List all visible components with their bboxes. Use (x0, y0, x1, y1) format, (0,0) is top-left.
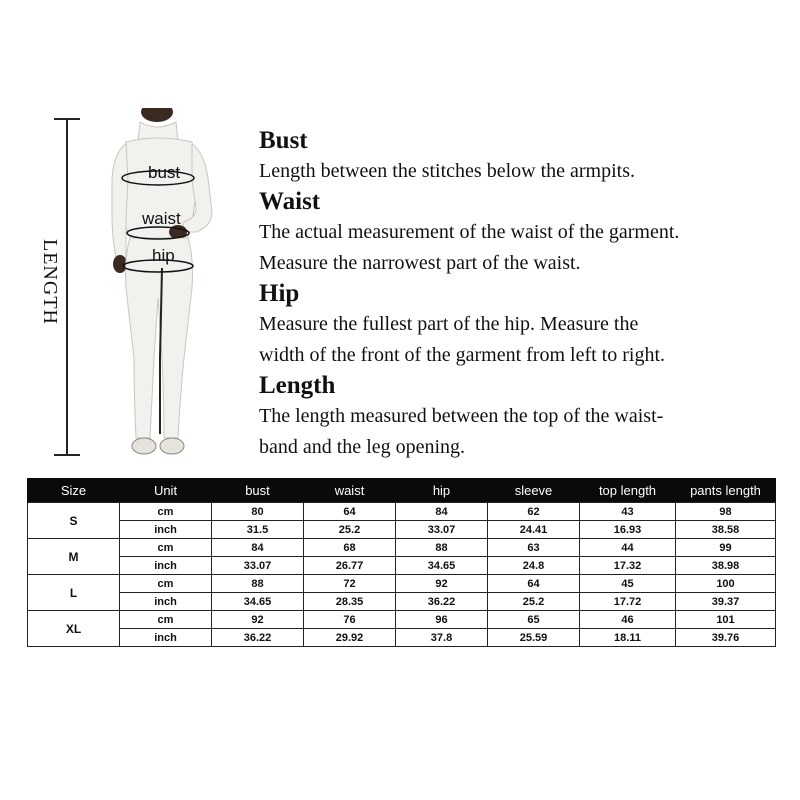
value-cell: 72 (304, 575, 396, 593)
desc-line: width of the front of the garment from left to right. (259, 344, 666, 366)
length-ruler (40, 118, 90, 456)
value-cell: 28.35 (304, 593, 396, 611)
value-cell: 25.59 (488, 629, 580, 647)
value-cell: 88 (212, 575, 304, 593)
value-cell: 62 (488, 503, 580, 521)
table-row (28, 629, 776, 647)
unit-cell: cm (120, 539, 212, 557)
value-cell: 25.2 (304, 521, 396, 539)
desc-line: Measure the narrowest part of the waist. (259, 252, 581, 274)
desc-line: The length measured between the top of the waist- (259, 405, 664, 427)
table-row (28, 611, 776, 629)
value-cell: 33.07 (212, 557, 304, 575)
ruler-bottom-cap (54, 454, 80, 456)
model-head (141, 108, 173, 122)
value-cell: 36.22 (212, 629, 304, 647)
value-cell: 18.11 (580, 629, 676, 647)
model-right-shoe (160, 438, 184, 454)
model-left-shoe (132, 438, 156, 454)
value-cell: 17.72 (580, 593, 676, 611)
model-figure (100, 108, 240, 468)
size-cell: L (28, 575, 120, 611)
size-cell: M (28, 539, 120, 575)
header-cell: waist (304, 478, 396, 503)
unit-cell: cm (120, 503, 212, 521)
table-row (28, 503, 776, 521)
value-cell: 33.07 (396, 521, 488, 539)
value-cell: 98 (676, 503, 776, 521)
measurement-descriptions (259, 126, 789, 463)
value-cell: 38.58 (676, 521, 776, 539)
value-cell: 38.98 (676, 557, 776, 575)
value-cell: 100 (676, 575, 776, 593)
value-cell: 39.76 (676, 629, 776, 647)
value-cell: 45 (580, 575, 676, 593)
value-cell: 24.8 (488, 557, 580, 575)
value-cell: 101 (676, 611, 776, 629)
value-cell: 36.22 (396, 593, 488, 611)
value-cell: 76 (304, 611, 396, 629)
table-row (28, 539, 776, 557)
header-cell: hip (396, 478, 488, 503)
value-cell: 44 (580, 539, 676, 557)
value-cell: 17.32 (580, 557, 676, 575)
desc-line: Measure the fullest part of the hip. Measure the (259, 313, 639, 335)
value-cell: 34.65 (212, 593, 304, 611)
value-cell: 80 (212, 503, 304, 521)
unit-cell: cm (120, 611, 212, 629)
size-cell: S (28, 503, 120, 539)
hip-description (259, 279, 789, 371)
value-cell: 63 (488, 539, 580, 557)
table-row (28, 557, 776, 575)
value-cell: 68 (304, 539, 396, 557)
value-cell: 39.37 (676, 593, 776, 611)
value-cell: 84 (396, 503, 488, 521)
unit-cell: cm (120, 575, 212, 593)
unit-cell: inch (120, 593, 212, 611)
unit-cell: inch (120, 557, 212, 575)
value-cell: 16.93 (580, 521, 676, 539)
header-cell: pants length (676, 478, 776, 503)
desc-heading: Length (259, 372, 336, 399)
value-cell: 29.92 (304, 629, 396, 647)
value-cell: 92 (212, 611, 304, 629)
ruler-label: LENGTH (37, 207, 61, 357)
desc-line: Length between the stitches below the armpits. (259, 160, 636, 182)
desc-heading: Hip (259, 280, 300, 307)
value-cell: 92 (396, 575, 488, 593)
value-cell: 37.8 (396, 629, 488, 647)
value-cell: 25.2 (488, 593, 580, 611)
length-description (259, 371, 789, 463)
model-left-arm (112, 144, 128, 258)
hip-label: hip (152, 246, 175, 265)
value-cell: 84 (212, 539, 304, 557)
table-row (28, 521, 776, 539)
value-cell: 46 (580, 611, 676, 629)
waist-description (259, 187, 789, 279)
waist-label: waist (142, 209, 181, 228)
ruler-line (66, 118, 68, 456)
header-cell: bust (212, 478, 304, 503)
desc-line: band and the leg opening. (259, 436, 466, 458)
desc-heading: Waist (259, 188, 321, 215)
value-cell: 34.65 (396, 557, 488, 575)
header-cell: sleeve (488, 478, 580, 503)
bust-label: bust (148, 163, 181, 182)
value-cell: 64 (488, 575, 580, 593)
value-cell: 96 (396, 611, 488, 629)
value-cell: 65 (488, 611, 580, 629)
value-cell: 43 (580, 503, 676, 521)
model-silhouette-illustration (100, 108, 240, 468)
value-cell: 99 (676, 539, 776, 557)
table-row (28, 593, 776, 611)
unit-cell: inch (120, 629, 212, 647)
desc-heading: Bust (259, 127, 308, 154)
value-cell: 88 (396, 539, 488, 557)
table-header-row (28, 478, 776, 503)
header-cell: Unit (120, 478, 212, 503)
header-cell: Size (28, 478, 120, 503)
value-cell: 24.41 (488, 521, 580, 539)
value-cell: 31.5 (212, 521, 304, 539)
size-cell: XL (28, 611, 120, 647)
bust-description (259, 126, 789, 187)
table-row (28, 575, 776, 593)
ruler-top-cap (54, 118, 80, 120)
unit-cell: inch (120, 521, 212, 539)
value-cell: 26.77 (304, 557, 396, 575)
header-cell: top length (580, 478, 676, 503)
desc-line: The actual measurement of the waist of the garment. (259, 221, 680, 243)
size-chart-table (27, 478, 776, 647)
value-cell: 64 (304, 503, 396, 521)
